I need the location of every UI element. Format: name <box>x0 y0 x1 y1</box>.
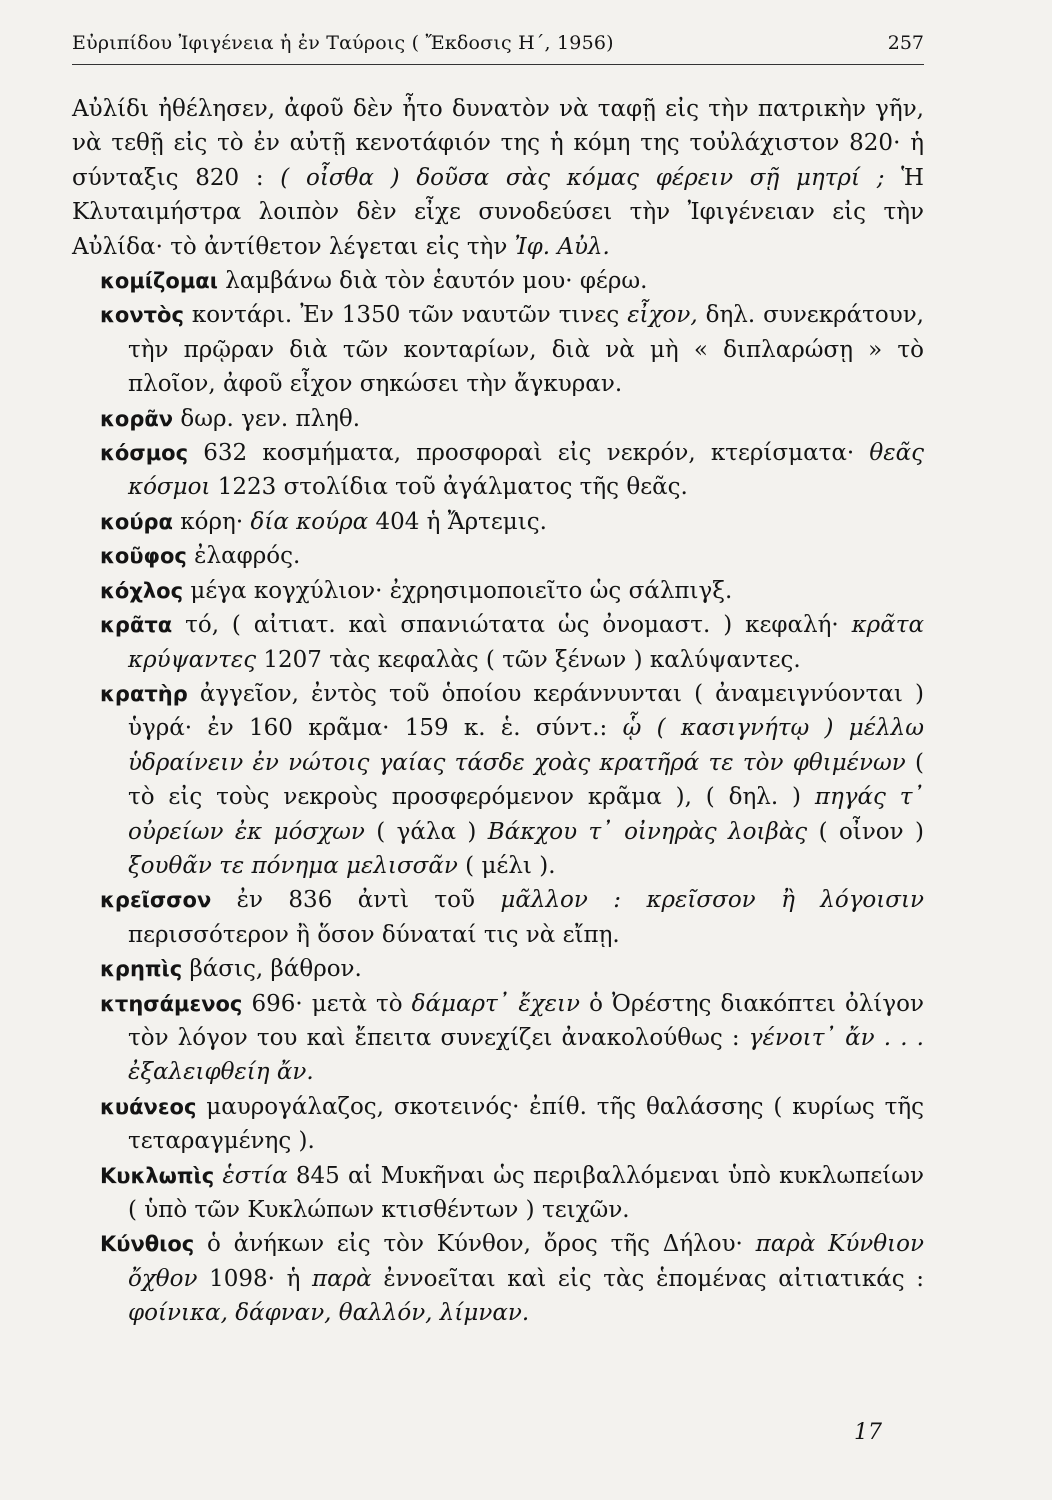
running-head-title: Εὐριπίδου Ἰφιγένεια ἡ ἐν Ταύροις ( Ἔκδοσις Η΄, 1956) <box>72 32 614 54</box>
entry-ktesamenos <box>100 987 924 1090</box>
definition: ἐν 836 ἀντὶ τοῦ <box>211 887 501 914</box>
italic-quote: γένοιτ᾽ ἄν . . . ἐξαλειφθείη ἄν. <box>128 1024 924 1086</box>
definition: περισσότερον ἢ ὅσον δύναταί τις νὰ εἴπῃ. <box>128 921 620 948</box>
definition: 696· μετὰ τὸ <box>242 990 412 1017</box>
italic-quote: θεᾶς κόσμοι <box>128 440 924 501</box>
italic-quote: ( οἶσθα ) δοῦσα σὰς κόμας φέρειν σῇ μητρί ; <box>280 164 885 191</box>
definition: 632 κοσμήματα, προσφοραὶ εἰς νεκρόν, κτερίσματα· <box>188 440 870 467</box>
definition: ( μέλι ). <box>457 852 556 879</box>
lemma: κούρα <box>100 509 173 534</box>
entry-kontos <box>100 298 924 401</box>
glossary-body <box>72 92 924 1331</box>
italic-quote: ᾧ ( κασιγνήτῳ ) μέλλω ὑδραίνειν ἐν νώτοις γαίας τάσδε χοὰς κρατῆρά τε τὸν φθιμένων <box>128 715 924 776</box>
definition: δωρ. γεν. πληθ. <box>173 405 361 432</box>
definition: κόρη· <box>173 508 251 535</box>
italic-quote: πηγάς τ᾽ οὐρείων ἐκ μόσχων <box>128 784 925 845</box>
definition: 1223 στολίδια τοῦ ἀγάλματος τῆς θεᾶς. <box>210 474 688 501</box>
lemma: κοντὸς <box>100 303 184 328</box>
italic-quote: παρὰ Κύνθιον ὄχθον <box>128 1231 924 1292</box>
definition: ὁ Ὀρέστης διακόπτει ὀλίγον τὸν λόγον του καὶ ἔπειτα συνεχίζει ἀνακολούθως : <box>128 990 924 1051</box>
running-head <box>72 30 924 60</box>
entry-krater <box>100 677 924 883</box>
entry-krepis <box>100 952 924 986</box>
header-rule <box>72 64 924 65</box>
lemma: κόχλος <box>100 578 184 603</box>
lemma: κομίζομαι <box>100 269 218 294</box>
text-run: Αὐλίδι ἠθέλησεν, ἀφοῦ δὲν ἦτο δυνατὸν νὰ ταφῇ εἰς τὴν πατρικὴν γῆν, νὰ τεθῇ εἰς τὸ ἐν αὐτῇ κενοτάφιόν της ἡ κόμη της τοὐλάχιστον 820· ἡ σύνταξις 820 : <box>72 96 924 191</box>
italic-quote: φοίνικα, δάφναν, θαλλόν, λίμναν. <box>128 1300 530 1327</box>
definition: 404 ἡ Ἄρτεμις. <box>368 508 547 535</box>
lemma: κρᾶτα <box>100 613 173 638</box>
entry-kyklopis <box>100 1159 924 1228</box>
italic-quote: εἶχον, <box>627 302 698 329</box>
definition: ἐλαφρός. <box>186 543 301 570</box>
lemma: κτησάμενος <box>100 991 243 1016</box>
continued-paragraph <box>72 92 924 264</box>
definition: ἀγγεῖον, ἐντὸς τοῦ ὁποίου κεράννυνται ( ἀναμειγνύονται ) ὑγρά· ἐν 160 κρᾶμα· 159 κ. ἑ. σύντ.: <box>128 680 924 742</box>
definition: δηλ. συνεκράτουν, τὴν πρῷραν διὰ τῶν κονταρίων, διὰ νὰ μὴ « διπλαρώσῃ » τὸ πλοῖον, ἀφοῦ εἶχον σηκώσει τὴν ἄγκυραν. <box>128 302 924 398</box>
lemma: κοῦφος <box>100 544 187 569</box>
definition: μαυρογάλαζος, σκοτεινός· ἐπίθ. τῆς θαλάσσης ( κυρίως τῆς τεταραγμένης ). <box>128 1093 924 1155</box>
definition: κοντάρι. Ἐν 1350 τῶν ναυτῶν τινες <box>183 302 628 329</box>
definition: λαμβάνω διὰ τὸν ἑαυτόν μου· φέρω. <box>217 268 648 295</box>
italic-quote: παρὰ <box>311 1265 372 1292</box>
entry-komizomai <box>100 264 924 298</box>
italic-reference: Ἰφ. Αὐλ. <box>514 233 610 260</box>
lemma: κρηπὶς <box>100 957 183 982</box>
lemma: Κύνθιος <box>100 1232 195 1257</box>
italic-quote: δία κούρα <box>250 508 369 535</box>
definition: ( τὸ εἰς τοὺς νεκροὺς προσφερόμενον κρᾶμα ), ( δηλ. ) <box>128 749 924 811</box>
definition: ( οἶνον ) <box>807 818 925 845</box>
entry-koran <box>100 402 924 436</box>
page-number: 257 <box>887 32 924 54</box>
italic-quote: δάμαρτ᾽ ἔχειν <box>411 990 580 1017</box>
entry-kynthios <box>100 1227 924 1330</box>
lemma: Κυκλωπὶς <box>100 1163 215 1188</box>
entry-kyaneos <box>100 1090 924 1159</box>
definition: ( γάλα ) <box>364 818 488 845</box>
definition: ἐννοεῖται καὶ εἰς τὰς ἑπομένας αἰτιατικάς : <box>371 1265 924 1292</box>
definition: 845 αἱ Μυκῆναι ὡς περιβαλλόμεναι ὑπὸ κυκλωπείων ( ὑπὸ τῶν Κυκλώπων κτισθέντων ) τειχῶν. <box>128 1162 924 1223</box>
entry-koura <box>100 505 924 539</box>
italic-quote: ξουθᾶν τε πόνημα μελισσᾶν <box>128 852 458 879</box>
entry-krata <box>100 608 924 677</box>
entry-kosmos <box>100 436 924 505</box>
entry-kreisson <box>100 883 924 952</box>
definition: ὁ ἀνήκων εἰς τὸν Κύνθον, ὄρος τῆς Δήλου· <box>194 1231 756 1258</box>
italic-quote: ἑστία <box>222 1162 288 1189</box>
lemma: κορᾶν <box>100 406 174 431</box>
text-run: Ἡ Κλυταιμήστρα λοιπὸν δὲν εἶχε συνοδεύσει τὴν Ἰφιγένειαν εἰς τὴν Αὐλίδα· τὸ ἀντίθετον λέγεται εἰς τὴν <box>72 164 924 260</box>
definition: βάσις, βάθρον. <box>182 956 362 983</box>
entry-kochlos <box>100 574 924 608</box>
italic-quote: κρᾶτα κρύψαντες <box>128 612 924 673</box>
lemma: κρατὴρ <box>100 681 188 706</box>
definition: 1098· ἡ <box>197 1265 312 1292</box>
lemma: κόσμος <box>100 441 189 466</box>
definition: 1207 τὰς κεφαλὰς ( τῶν ξένων ) καλύψαντες. <box>256 646 801 673</box>
definition: μέγα κογχύλιον· ἐχρησιμοποιεῖτο ὡς σάλπιγξ. <box>183 577 733 604</box>
italic-quote: Βάκχου τ᾽ οἰνηρὰς λοιβὰς <box>487 818 808 845</box>
lemma: κρεῖσσον <box>100 888 212 913</box>
lemma: κυάνεος <box>100 1094 197 1119</box>
entry-kouphos <box>100 539 924 573</box>
signature-mark: 17 <box>854 1420 882 1445</box>
definition: τό, ( αἰτιατ. καὶ σπανιώτατα ὡς ὀνομαστ. ) κεφαλή· <box>172 612 852 639</box>
italic-quote: μᾶλλον : κρεῖσσον ἢ λόγοισιν <box>500 887 925 914</box>
